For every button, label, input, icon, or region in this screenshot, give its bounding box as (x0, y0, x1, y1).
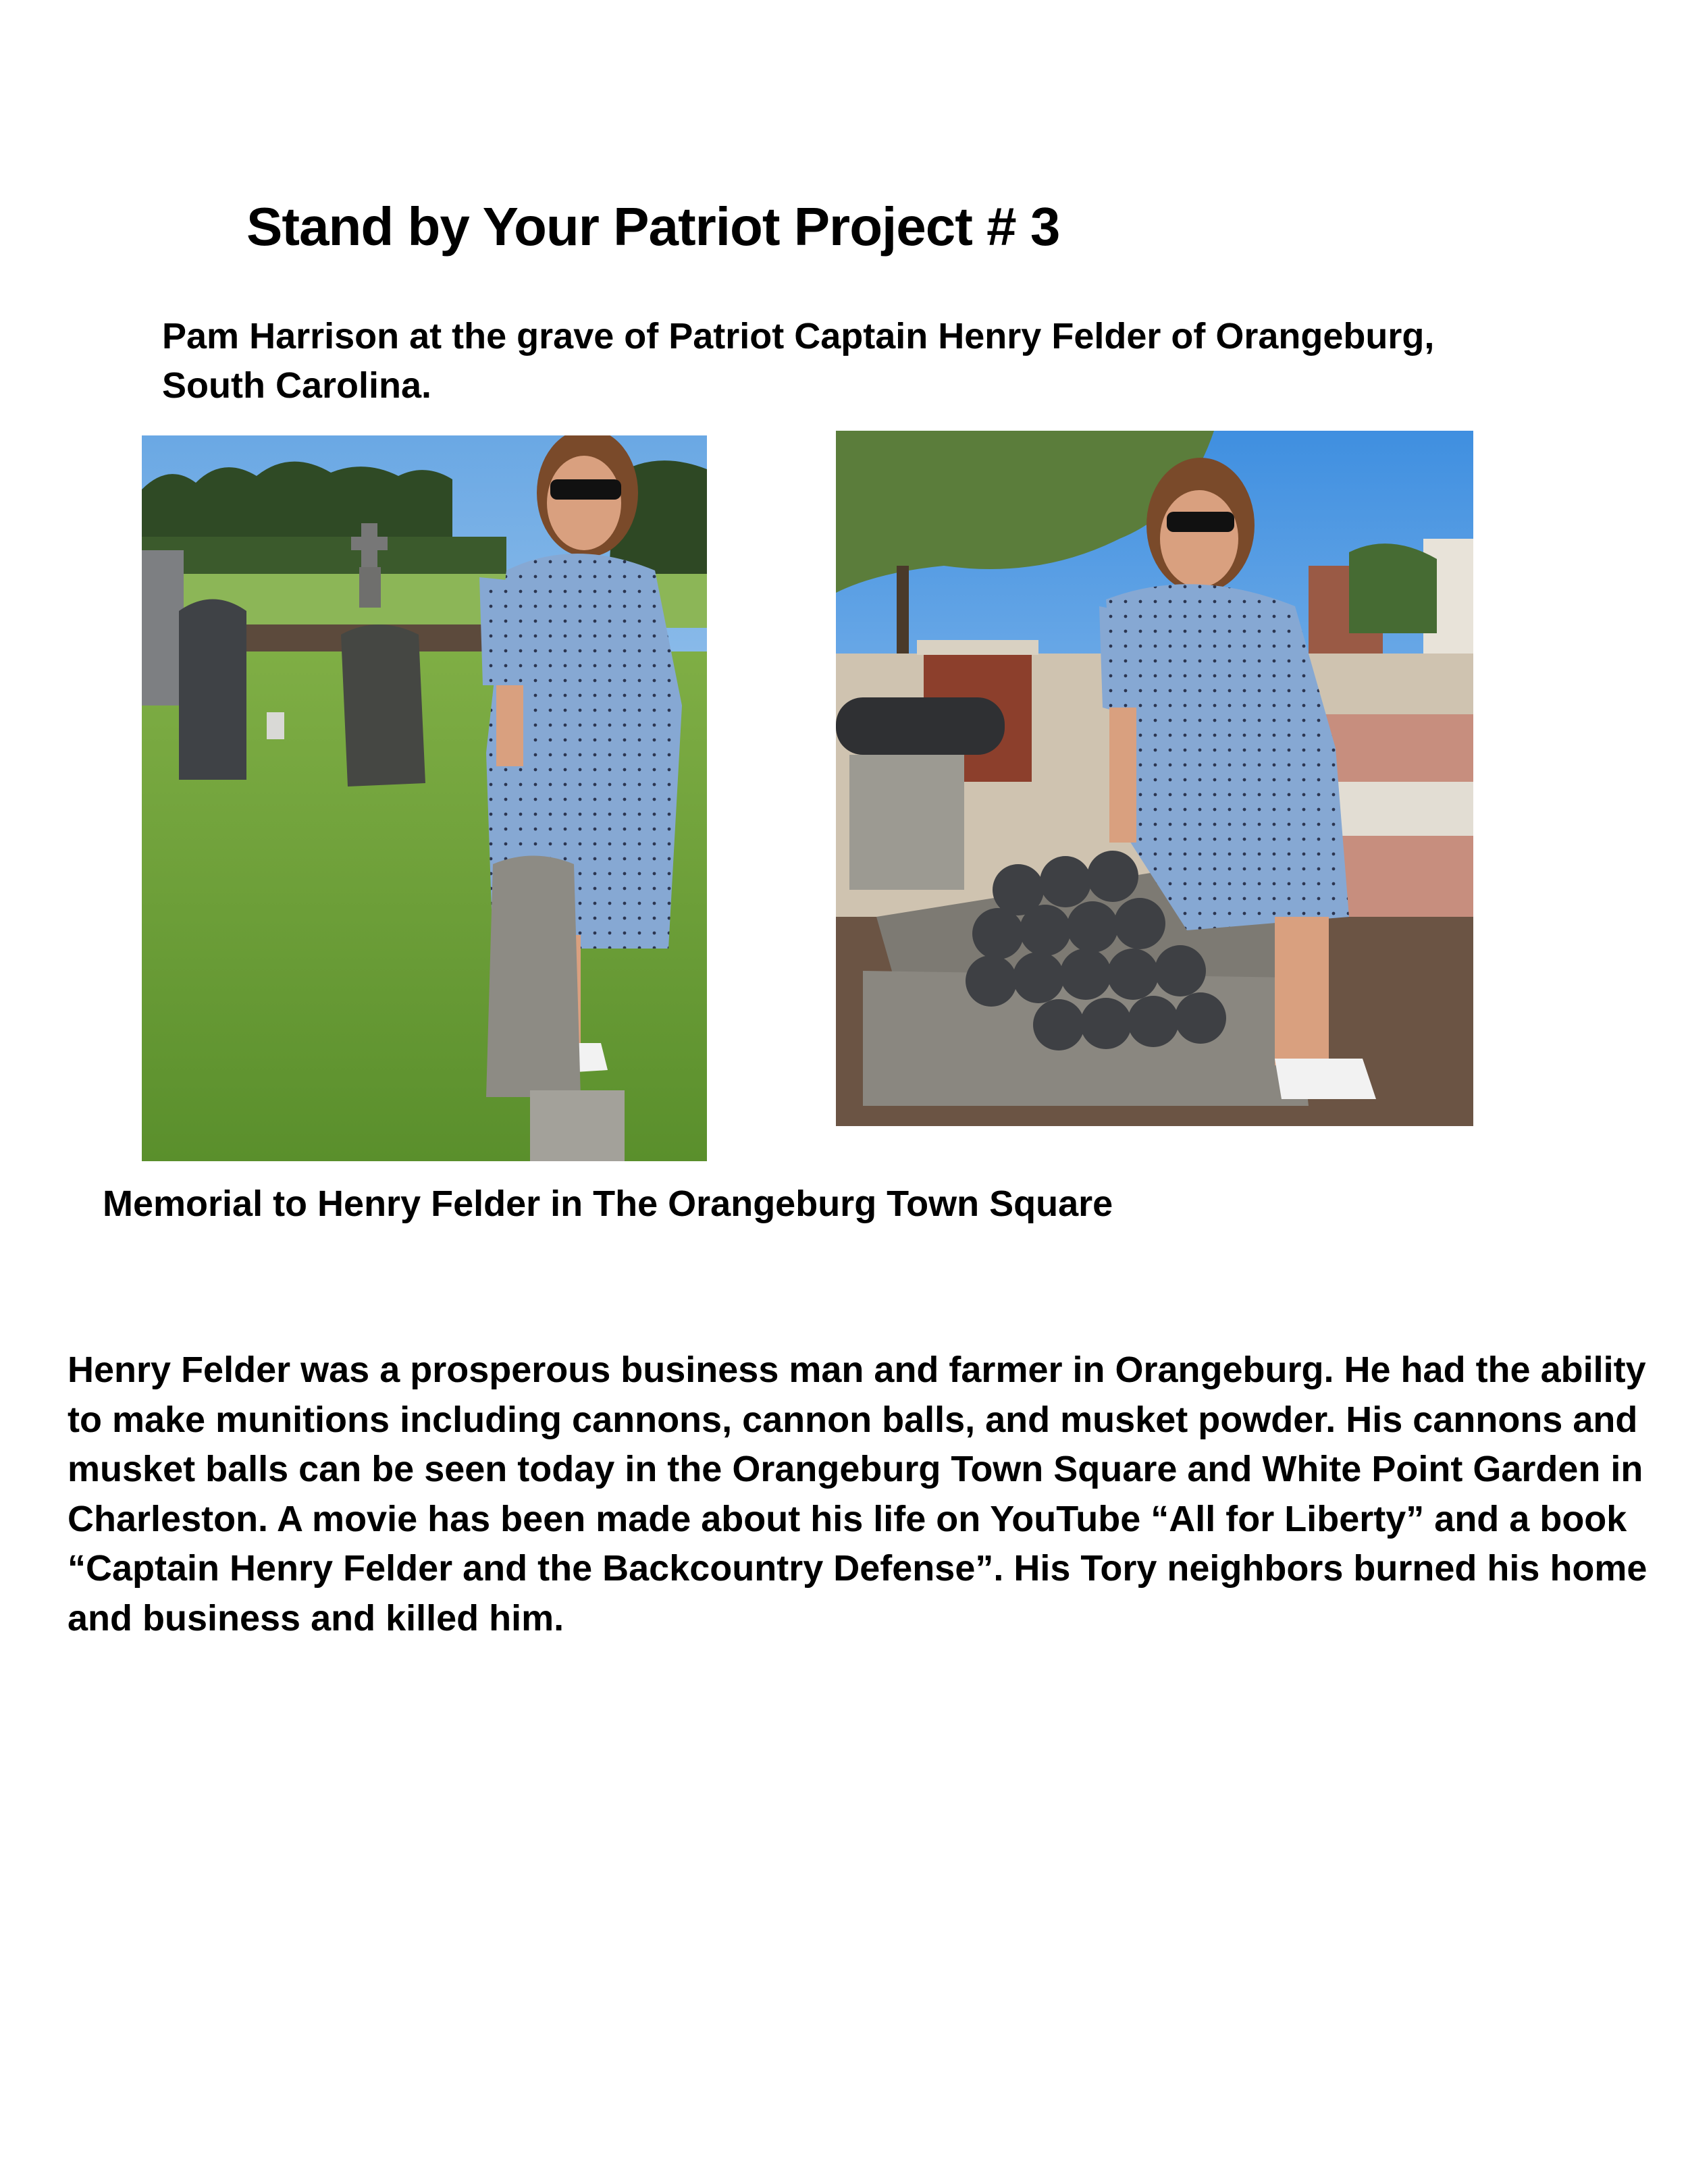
grave-photo (142, 435, 707, 1161)
body-paragraph: Henry Felder was a prosperous business man and farmer in Orangeburg. He had the ability to make munitions including cannons, cannon balls, and musket powder. His cannons and musket balls can be seen today in the Orangeburg Town Square and White Point Garden in Charleston. A movie has been made about his life on YouTube “All for Liberty” and a book “Captain Henry Felder and the Backcountry Defense”. His Tory neighbors burned his home and business and killed him. (68, 1350, 1647, 1639)
page-title: Stand by Your Patriot Project # 3 (246, 196, 1060, 257)
memorial-photo (836, 431, 1473, 1126)
photo-caption-grave: Pam Harrison at the grave of Patriot Captain Henry Felder of Orangeburg, South Carolina. (162, 316, 1435, 406)
photo-caption-memorial: Memorial to Henry Felder in The Orangeburg Town Square (103, 1183, 1113, 1224)
